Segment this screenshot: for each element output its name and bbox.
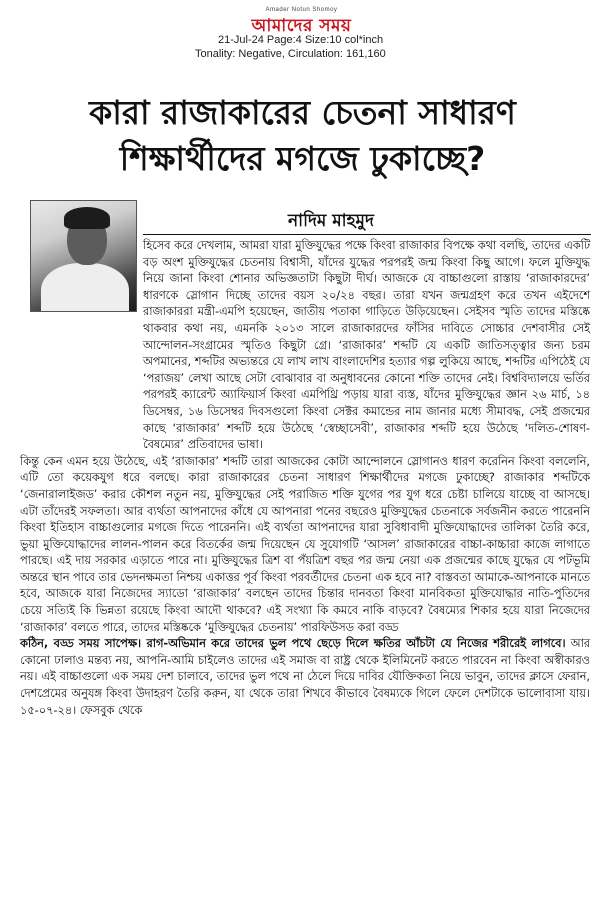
- article-paragraph-1: হিসেব করে দেখলাম, আমরা যারা মুক্তিযুদ্ধের পক্ষে কিংবা রাজাকার বিপক্ষে কথা বলছি, তাদের একটি বড় অংশ মুক্তিযুদ্ধের চেতনায় বিশ্বাসী, যাঁদের যুদ্ধের পরপরই জন্ম কিংবা কিছু আগে। ফলে মুক্তিযুদ্ধ নিয়ে জানা কিংবা শোনার অভিজ্ঞতাটা কিছুটা দীর্ঘ। আজকে যে বাচ্চাগুলো রাস্তায় ‘রাজাকারদের’ ধারণকে স্লোগান দিচ্ছে তাদের বয়স ২০/২৪ বছর। তারা যখন জন্মগ্রহণ করে তখন এইদেশে রাজাকাররা মন্ত্রী-এমপি হয়েছেন, জাতীয় পতাকা গাড়িতে উড়িয়েছেন। সেইসব স্মৃতি তাদের মস্তিষ্কে থাকবার কথা নয়, এমনকি ২০১৩ সালে রাজাকারদের ফাঁসির দাবিতে সোচ্চার দেশবাসীর সেই আন্দোলন-সংগ্রামের স্মৃতিও কিছুটা গ্রে। ‘রাজাকার’ শব্দটি যে একটি জাতিসত্ত্বার জন্য চরম অপমানের, শব্দটির অভ্যন্তরে যে লাখ লাখ বাংলাদেশির হত্যার গল্প লুকিয়ে আছে, শব্দটির এপিঠেই যে ‘পরাজয়’ লেখা আছে সেটা বোঝাবার বা অনুধাবনের কোনো শক্তি তাদের নেই। বিশ্ববিদ্যালয়ে ভর্তির পরপরই ক্যারেন্ট অ্যাফিয়ার্স কিংবা এমপিথ্রি পড়ায় যারা ব্যস্ত, যাঁদের মুক্তিযুদ্ধের জ্ঞান ২৬ মার্চ, ১৪ ডিসেম্বর, ১৬ ডিসেম্বর দিবসগুলো কিংবা সেক্টর কমান্ডের নাম জানার মধ্যে সীমাবদ্ধ, সেই প্রজন্মের কাছে ‘রাজাকার’ শব্দটি হয়ে উঠেছে ‘স্বেচ্ছাসেবী’, রাজাকার শব্দটি হয়ে উঠেছে ‘দলিত-শোষণ-বৈষম্যের’ প্রতিবাদের ভাষা।: [143, 239, 590, 452]
- logo-tagline: Amader Notun Shomoy: [265, 7, 338, 13]
- article-headline: [20, 90, 585, 182]
- article-paragraph-3-emphasis: কঠিন, বড্ড সময় সাপেক্ষ। রাগ-অভিমান করে তাদের ভুল পথে ছেড়ে দিলে ক্ষতির আঁচটা যে নিজের শরীরেই লাগবে।: [20, 637, 566, 651]
- meta-tonality-circulation: Tonality: Negative, Circulation: 161,160: [195, 48, 386, 60]
- article-paragraph-3-rest: আর কোনো ঢালাও মন্তব্য নয়, আপনি-আমি চাইলেও তাদের এই সমাজ বা রাষ্ট্র থেকে ইলিমিনেট করতে পারবেন না কিংবা অস্বীকারও নয়। এই বাচ্চাগুলো এক সময় দেশ চালাবে, তাদের ভুল পথে না ঠেলে দিয়ে দাবির যৌক্তিকতা নিয়ে ভাবুন, তাদের ক্লাসে ফেরান, দেশপ্রেমের অনুযঙ্গ কিংবা উদাহরণ তৈরি করুন, যা থেকে তারা শিখবে কীভাবে বৈষম্যকে গিলে ফেলে দেশটাকে ভালোবাসা যায়। ১৫-০৭-২৪। ফেসবুক থেকে: [20, 637, 591, 717]
- author-byline: নাদিম মাহমুদ: [288, 211, 374, 231]
- meta-date-page-size: 21-Jul-24 Page:4 Size:10 col*inch: [218, 34, 384, 46]
- logo-text: আমাদের সময়: [251, 16, 352, 36]
- headline-line-2: শিক্ষার্থীদের মগজে ঢুকাচ্ছে?: [119, 139, 486, 178]
- article-body: [20, 238, 590, 719]
- article-paragraph-3: [20, 636, 590, 719]
- headline-line-1: কারা রাজাকারের চেতনা সাধারণ: [89, 93, 516, 132]
- byline-rule: [143, 234, 591, 235]
- article-paragraph-2: কিন্তু কেন এমন হয়ে উঠেছে, এই ‘রাজাকার’ শব্দটি তারা আজকের কোটা আন্দোলনে স্লোগানও ধারণ করেনিন কিংবা বললেনি, এটি তো কয়েকযুগ ধরে বলছে। কারা রাজাকারের চেতনা সাধারণ শিক্ষার্থীদের মগজে ঢুকাচ্ছে? রাজাকার শব্দটিকে ‘জেনারালাইজড’ করার কৌশল নতুন নয়, মুক্তিযুদ্ধের সেই পরাজিত শক্তি যুগের পর যুগ ধরে চেষ্টা চালিয়ে যাচ্ছে বা আসছে। এটা তাঁদেরই সফলতা। আর ব্যর্থতা আপনাদের কাঁধে যে আপনারা পনের বছরেও মুক্তিযুদ্ধের চেতনাকে সর্বজনীন করতে পারেননি কিংবা ইতিহাস বাচ্চাগুলোর মগজে দিতে পারেননি। এই ব্যর্থতা আপনাদের যারা সুবিধাবাদী মুক্তিযোদ্ধাদের তালিকা তৈরি করে, ভুয়া মুক্তিযোদ্ধাদের লালন-পালন করে বিতর্কের জন্ম দিয়েছেন যে সুযোগটি ‘আসল’ রাজাকারের বাচ্চা-কাচ্চারা কাজে লাগাতে পারছে। এই দায় সরকার এড়াতে পারে না। মুক্তিযুদ্ধের ত্রিশ বা পঁয়ত্রিশ বছর পর জন্ম নেয়া এক প্রজন্মের কাছে যুদ্ধের যে পটভূমি অন্তরে স্থান পাবে তার ভেদনক্ষমতা নিশ্চয় একাত্তর পূর্ব কিংবা পরবর্তীদের চেতনা এক হবে না? বাস্তবতা আমাকে-আপনাকে মানতে হবে, আজকে যারা নিজেদের স্যাডো ‘রাজাকার’ বলছেন তাদের চিন্তার দানবতা কিংবা মানবিকতা মুক্তিযোদ্ধার নাতি-পুতিদের চেয়ে সত্যিই কি ভিন্নতা রয়েছে কিংবা আদৌ থাকবে? এই সংখ্যা কি কমবে নাকি বাড়বে? বৈষম্যের শিকার হয়ে যারা নিজেদের ‘রাজাকার’ বলতে পারে, তাদের মস্তিষ্ককে ‘মুক্তিযুদ্ধের চেতনায়’ পারফিউসড করা বড্ড: [20, 454, 590, 634]
